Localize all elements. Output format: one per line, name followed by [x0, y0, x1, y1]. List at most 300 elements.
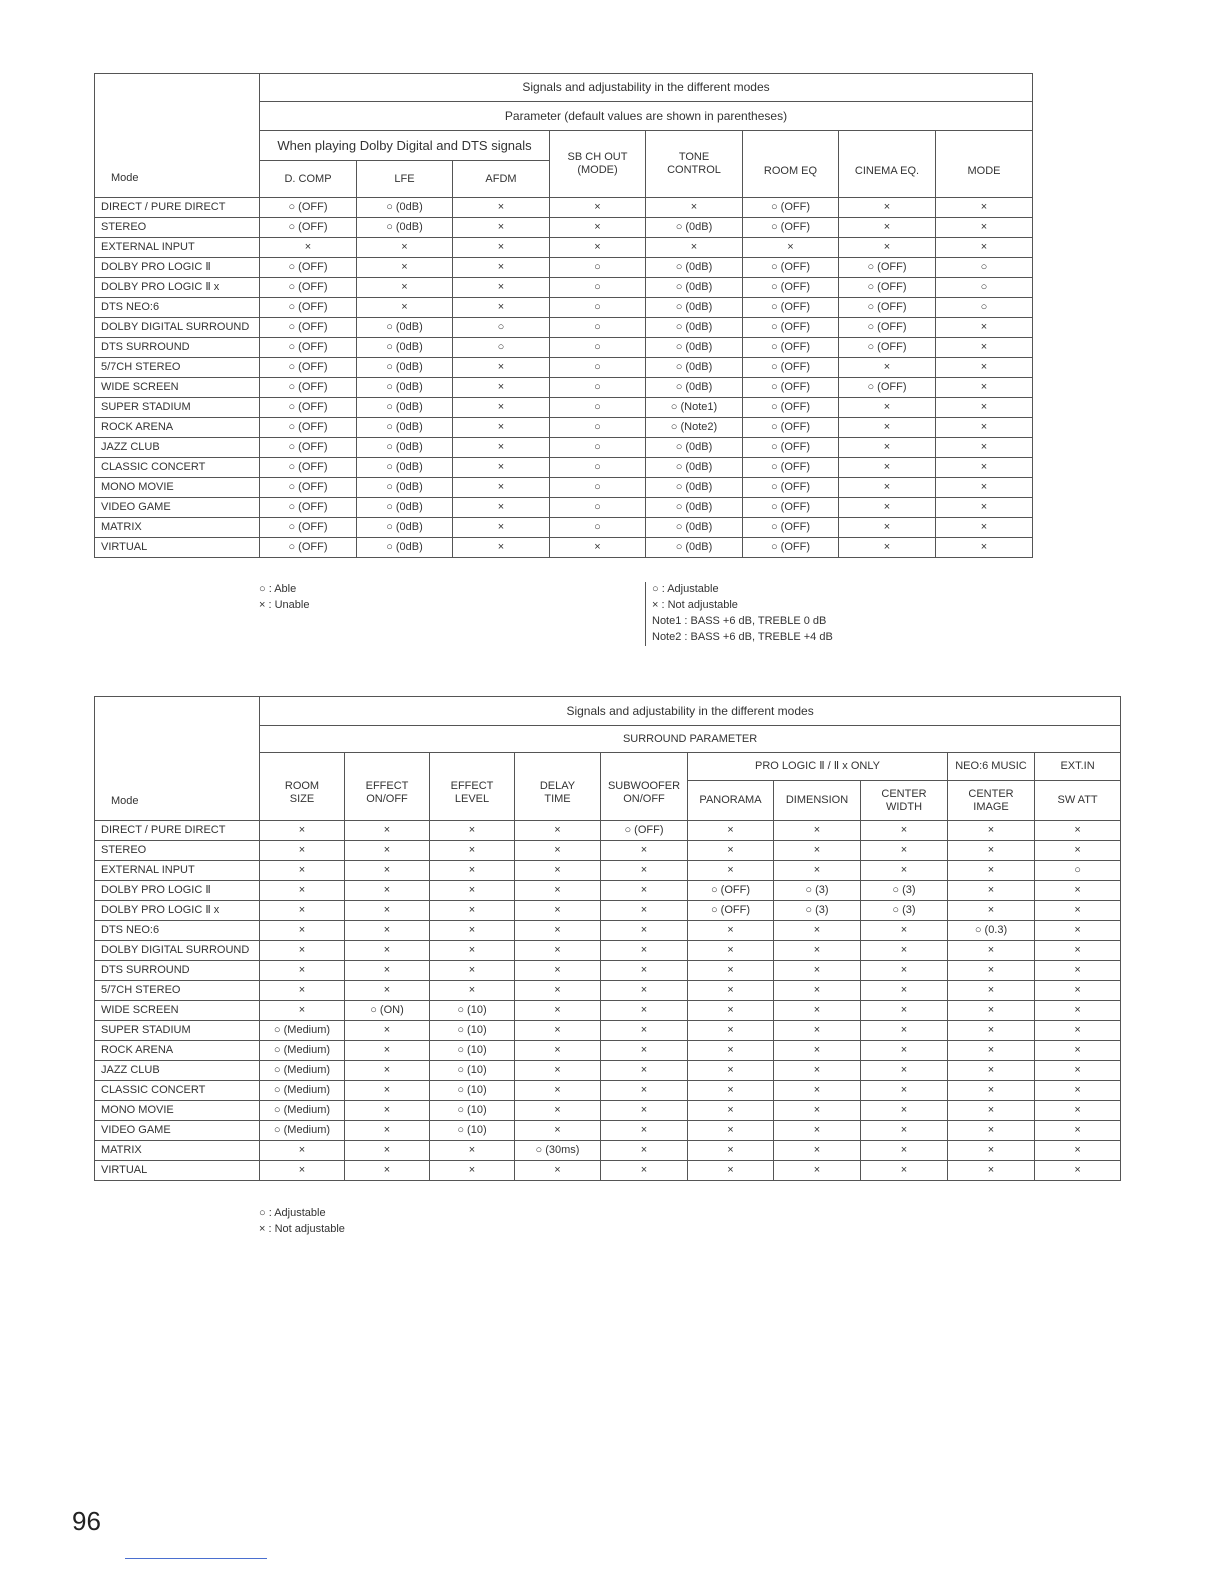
value-cell: × — [861, 841, 948, 861]
table-row — [95, 921, 1121, 941]
value-cell: ○ (OFF) — [260, 458, 357, 478]
mode-name-cell: CLASSIC CONCERT — [95, 458, 260, 478]
value-cell: ○ (0.3) — [948, 921, 1035, 941]
value-cell: × — [1035, 941, 1121, 961]
column-header: CENTER WIDTH — [861, 781, 948, 821]
value-cell: ○ (0dB) — [646, 218, 743, 238]
legend-divider — [645, 582, 646, 646]
page-number: 96 — [72, 1506, 101, 1536]
value-cell: ○ (OFF) — [743, 378, 839, 398]
value-cell: ○ (0dB) — [357, 378, 453, 398]
value-cell: ○ (0dB) — [357, 198, 453, 218]
value-cell: × — [774, 1121, 861, 1141]
value-cell: × — [774, 841, 861, 861]
value-cell: × — [601, 901, 688, 921]
value-cell: × — [948, 941, 1035, 961]
value-cell: × — [260, 1001, 345, 1021]
table-row — [95, 538, 1033, 558]
table-row — [95, 338, 1033, 358]
value-cell: × — [260, 881, 345, 901]
value-cell: × — [936, 218, 1033, 238]
mode-name-cell: STEREO — [95, 218, 260, 238]
value-cell: × — [743, 238, 839, 258]
value-cell: ○ (OFF) — [601, 821, 688, 841]
value-cell: × — [839, 358, 936, 378]
value-cell: × — [345, 981, 430, 1001]
value-cell: ○ (OFF) — [260, 398, 357, 418]
mode-name-cell: MATRIX — [95, 518, 260, 538]
value-cell: ○ (Medium) — [260, 1041, 345, 1061]
value-cell: × — [601, 881, 688, 901]
value-cell: ○ (3) — [774, 881, 861, 901]
value-cell: × — [948, 881, 1035, 901]
value-cell: ○ (0dB) — [357, 518, 453, 538]
value-cell: × — [345, 1061, 430, 1081]
value-cell: × — [861, 821, 948, 841]
value-cell: ○ (Note1) — [646, 398, 743, 418]
value-cell: × — [688, 1161, 774, 1181]
value-cell: × — [601, 1101, 688, 1121]
value-cell: × — [430, 821, 515, 841]
value-cell: ○ (0dB) — [357, 438, 453, 458]
value-cell: × — [948, 841, 1035, 861]
value-cell: × — [948, 1021, 1035, 1041]
value-cell: ○ (10) — [430, 1001, 515, 1021]
value-cell: × — [550, 218, 646, 238]
value-cell: × — [453, 298, 550, 318]
value-cell: × — [774, 1081, 861, 1101]
value-cell: ○ (OFF) — [743, 338, 839, 358]
table-row — [95, 1141, 1121, 1161]
value-cell: ○ (0dB) — [646, 358, 743, 378]
table-row — [95, 841, 1121, 861]
value-cell: ○ (OFF) — [743, 398, 839, 418]
value-cell: ○ (Medium) — [260, 1121, 345, 1141]
legend-item: ○ : Adjustable — [652, 583, 719, 595]
value-cell: × — [601, 1041, 688, 1061]
value-cell: × — [453, 458, 550, 478]
value-cell: ○ (0dB) — [357, 398, 453, 418]
table-row — [95, 1161, 1121, 1181]
value-cell: ○ (Medium) — [260, 1081, 345, 1101]
mode-name-cell: VIRTUAL — [95, 538, 260, 558]
value-cell: ○ (OFF) — [260, 338, 357, 358]
value-cell: ○ — [550, 278, 646, 298]
mode-name-cell: ROCK ARENA — [95, 1041, 260, 1061]
value-cell: × — [601, 841, 688, 861]
value-cell: × — [861, 1061, 948, 1081]
table-row — [95, 1121, 1121, 1141]
value-cell: × — [601, 1161, 688, 1181]
mode-name-cell: 5/7CH STEREO — [95, 981, 260, 1001]
value-cell: ○ (0dB) — [646, 318, 743, 338]
table-row — [95, 1001, 1121, 1021]
column-header: AFDM — [453, 161, 550, 198]
value-cell: × — [601, 1021, 688, 1041]
value-cell: × — [357, 298, 453, 318]
value-cell: × — [430, 881, 515, 901]
column-header: MODE — [936, 131, 1033, 198]
value-cell: × — [839, 538, 936, 558]
value-cell: ○ (0dB) — [646, 498, 743, 518]
table-title: Signals and adjustability in the different modes — [260, 74, 1033, 102]
value-cell: × — [1035, 1161, 1121, 1181]
value-cell: ○ — [550, 458, 646, 478]
value-cell: × — [453, 478, 550, 498]
table-row — [95, 358, 1033, 378]
value-cell: × — [345, 961, 430, 981]
value-cell: × — [688, 1041, 774, 1061]
table-row — [95, 398, 1033, 418]
legend-able — [259, 581, 309, 613]
value-cell: ○ (Note2) — [646, 418, 743, 438]
mode-column-header: Mode — [95, 74, 260, 198]
mode-name-cell: MONO MOVIE — [95, 1101, 260, 1121]
value-cell: × — [774, 981, 861, 1001]
value-cell: × — [936, 458, 1033, 478]
value-cell: ○ (10) — [430, 1021, 515, 1041]
value-cell: ○ (OFF) — [743, 458, 839, 478]
value-cell: × — [1035, 901, 1121, 921]
value-cell: × — [936, 238, 1033, 258]
column-header: SB CH OUT (MODE) — [550, 131, 646, 198]
value-cell: ○ — [550, 358, 646, 378]
value-cell: × — [948, 981, 1035, 1001]
value-cell: × — [936, 198, 1033, 218]
value-cell: × — [345, 1161, 430, 1181]
value-cell: × — [1035, 981, 1121, 1001]
value-cell: × — [345, 1081, 430, 1101]
value-cell: ○ (OFF) — [260, 478, 357, 498]
column-header: DIMENSION — [774, 781, 861, 821]
value-cell: ○ (0dB) — [646, 298, 743, 318]
value-cell: × — [861, 1121, 948, 1141]
value-cell: ○ — [453, 338, 550, 358]
value-cell: ○ (OFF) — [743, 198, 839, 218]
value-cell: × — [839, 438, 936, 458]
value-cell: ○ (OFF) — [839, 318, 936, 338]
value-cell: × — [688, 1021, 774, 1041]
table-row — [95, 198, 1033, 218]
surround-parameter-table — [94, 696, 1121, 1181]
value-cell: ○ (0dB) — [357, 418, 453, 438]
legend-adjustable — [652, 581, 833, 645]
value-cell: × — [948, 1081, 1035, 1101]
legend-item: × : Not adjustable — [259, 1223, 345, 1235]
value-cell: × — [357, 278, 453, 298]
table-row — [95, 298, 1033, 318]
value-cell: × — [601, 921, 688, 941]
value-cell: × — [936, 338, 1033, 358]
value-cell: × — [1035, 961, 1121, 981]
value-cell: ○ (OFF) — [260, 218, 357, 238]
value-cell: × — [453, 278, 550, 298]
value-cell: ○ (OFF) — [260, 518, 357, 538]
value-cell: × — [774, 1141, 861, 1161]
table-row — [95, 1101, 1121, 1121]
value-cell: × — [936, 478, 1033, 498]
table-row — [95, 1021, 1121, 1041]
value-cell: × — [948, 1121, 1035, 1141]
value-cell: × — [688, 1121, 774, 1141]
value-cell: × — [948, 961, 1035, 981]
footer-rule — [125, 1558, 267, 1559]
value-cell: ○ — [1035, 861, 1121, 881]
value-cell: × — [357, 238, 453, 258]
value-cell: ○ (3) — [774, 901, 861, 921]
table-row — [95, 981, 1121, 1001]
value-cell: ○ (0dB) — [646, 518, 743, 538]
value-cell: ○ (0dB) — [646, 278, 743, 298]
value-cell: × — [601, 861, 688, 881]
value-cell: × — [839, 518, 936, 538]
mode-name-cell: DOLBY PRO LOGIC Ⅱ — [95, 881, 260, 901]
value-cell: × — [688, 1001, 774, 1021]
column-header: PANORAMA — [688, 781, 774, 821]
value-cell: × — [453, 418, 550, 438]
value-cell: ○ (ON) — [345, 1001, 430, 1021]
column-header: EFFECT LEVEL — [430, 753, 515, 821]
value-cell: × — [839, 398, 936, 418]
value-cell: × — [260, 861, 345, 881]
mode-name-cell: DTS SURROUND — [95, 338, 260, 358]
value-cell: ○ (0dB) — [357, 218, 453, 238]
value-cell: × — [861, 861, 948, 881]
value-cell: × — [936, 378, 1033, 398]
value-cell: × — [515, 1001, 601, 1021]
value-cell: × — [345, 881, 430, 901]
value-cell: × — [453, 398, 550, 418]
value-cell: × — [515, 1041, 601, 1061]
value-cell: × — [515, 1021, 601, 1041]
value-cell: ○ (Medium) — [260, 1061, 345, 1081]
mode-name-cell: DOLBY DIGITAL SURROUND — [95, 941, 260, 961]
dolby-dts-group-header: When playing Dolby Digital and DTS signals — [260, 131, 550, 161]
value-cell: × — [453, 238, 550, 258]
table-row — [95, 218, 1033, 238]
value-cell: × — [515, 861, 601, 881]
value-cell: × — [948, 1001, 1035, 1021]
table-row — [95, 941, 1121, 961]
mode-name-cell: MONO MOVIE — [95, 478, 260, 498]
value-cell: × — [601, 1061, 688, 1081]
value-cell: × — [1035, 1081, 1121, 1101]
value-cell: × — [453, 498, 550, 518]
value-cell: ○ (OFF) — [743, 358, 839, 378]
value-cell: ○ (0dB) — [357, 498, 453, 518]
value-cell: × — [453, 218, 550, 238]
value-cell: × — [936, 318, 1033, 338]
value-cell: ○ (OFF) — [743, 498, 839, 518]
value-cell: ○ (OFF) — [260, 258, 357, 278]
value-cell: × — [774, 1161, 861, 1181]
value-cell: × — [839, 418, 936, 438]
legend-note: Note1 : BASS +6 dB, TREBLE 0 dB — [652, 615, 827, 627]
value-cell: ○ (0dB) — [646, 378, 743, 398]
mode-name-cell: MATRIX — [95, 1141, 260, 1161]
mode-name-cell: VIDEO GAME — [95, 498, 260, 518]
value-cell: × — [345, 1021, 430, 1041]
value-cell: × — [861, 1101, 948, 1121]
legend-surround — [259, 1205, 345, 1237]
column-header: SW ATT — [1035, 781, 1121, 821]
value-cell: × — [1035, 881, 1121, 901]
value-cell: ○ — [550, 378, 646, 398]
value-cell: ○ (0dB) — [646, 338, 743, 358]
mode-column-header: Mode — [95, 697, 260, 821]
value-cell: × — [601, 961, 688, 981]
table-title: Signals and adjustability in the different modes — [260, 697, 1121, 726]
value-cell: × — [345, 841, 430, 861]
table-row — [95, 1081, 1121, 1101]
value-cell: × — [839, 478, 936, 498]
value-cell: × — [688, 961, 774, 981]
table-row — [95, 961, 1121, 981]
table-row — [95, 478, 1033, 498]
value-cell: ○ (0dB) — [357, 358, 453, 378]
value-cell: × — [839, 218, 936, 238]
table-row — [95, 821, 1121, 841]
value-cell: × — [345, 1101, 430, 1121]
value-cell: ○ — [550, 318, 646, 338]
value-cell: × — [1035, 1121, 1121, 1141]
value-cell: × — [948, 1101, 1035, 1121]
mode-name-cell: DOLBY PRO LOGIC Ⅱ x — [95, 278, 260, 298]
value-cell: ○ — [550, 338, 646, 358]
mode-name-cell: STEREO — [95, 841, 260, 861]
value-cell: × — [646, 238, 743, 258]
value-cell: ○ (3) — [861, 881, 948, 901]
value-cell: × — [260, 1161, 345, 1181]
value-cell: ○ — [550, 478, 646, 498]
value-cell: × — [936, 358, 1033, 378]
value-cell: × — [601, 1001, 688, 1021]
table-row — [95, 498, 1033, 518]
mode-name-cell: VIRTUAL — [95, 1161, 260, 1181]
value-cell: × — [430, 961, 515, 981]
mode-name-cell: VIDEO GAME — [95, 1121, 260, 1141]
value-cell: ○ (OFF) — [260, 438, 357, 458]
mode-name-cell: DOLBY PRO LOGIC Ⅱ x — [95, 901, 260, 921]
mode-name-cell: JAZZ CLUB — [95, 1061, 260, 1081]
value-cell: × — [550, 538, 646, 558]
value-cell: ○ — [550, 418, 646, 438]
value-cell: × — [936, 418, 1033, 438]
value-cell: × — [345, 1121, 430, 1141]
table-row — [95, 238, 1033, 258]
legend-item: × : Not adjustable — [652, 599, 738, 611]
value-cell: × — [345, 901, 430, 921]
value-cell: × — [1035, 921, 1121, 941]
value-cell: × — [688, 861, 774, 881]
value-cell: ○ — [453, 318, 550, 338]
value-cell: ○ — [550, 498, 646, 518]
value-cell: × — [515, 1061, 601, 1081]
value-cell: ○ (OFF) — [260, 278, 357, 298]
value-cell: × — [453, 438, 550, 458]
value-cell: ○ (0dB) — [357, 538, 453, 558]
value-cell: × — [861, 941, 948, 961]
legend-note: Note2 : BASS +6 dB, TREBLE +4 dB — [652, 631, 833, 643]
value-cell: × — [1035, 1101, 1121, 1121]
value-cell: ○ (OFF) — [743, 278, 839, 298]
table-row — [95, 1041, 1121, 1061]
mode-name-cell: JAZZ CLUB — [95, 438, 260, 458]
value-cell: × — [861, 1021, 948, 1041]
value-cell: × — [948, 1161, 1035, 1181]
value-cell: ○ (0dB) — [646, 258, 743, 278]
value-cell: × — [839, 458, 936, 478]
value-cell: × — [515, 1121, 601, 1141]
value-cell: × — [345, 861, 430, 881]
value-cell: × — [1035, 821, 1121, 841]
value-cell: ○ — [550, 298, 646, 318]
value-cell: ○ (OFF) — [839, 278, 936, 298]
value-cell: × — [260, 901, 345, 921]
column-header: ROOM EQ — [743, 131, 839, 198]
column-header: TONE CONTROL — [646, 131, 743, 198]
value-cell: × — [948, 1061, 1035, 1081]
value-cell: ○ (0dB) — [646, 458, 743, 478]
value-cell: × — [430, 861, 515, 881]
table-row — [95, 418, 1033, 438]
value-cell: × — [688, 941, 774, 961]
value-cell: ○ (3) — [861, 901, 948, 921]
legend-item: ○ : Able — [259, 583, 297, 595]
value-cell: × — [453, 358, 550, 378]
value-cell: × — [948, 1141, 1035, 1161]
mode-parameter-table — [94, 73, 1033, 558]
value-cell: × — [1035, 1141, 1121, 1161]
value-cell: × — [948, 901, 1035, 921]
value-cell: × — [688, 1141, 774, 1161]
value-cell: ○ (OFF) — [260, 318, 357, 338]
value-cell: ○ (OFF) — [743, 518, 839, 538]
value-cell: ○ (OFF) — [260, 538, 357, 558]
value-cell: × — [601, 1081, 688, 1101]
value-cell: × — [936, 398, 1033, 418]
value-cell: ○ (0dB) — [357, 318, 453, 338]
value-cell: ○ — [550, 258, 646, 278]
value-cell: ○ (OFF) — [260, 418, 357, 438]
value-cell: × — [430, 941, 515, 961]
value-cell: × — [345, 941, 430, 961]
value-cell: × — [430, 901, 515, 921]
value-cell: × — [260, 821, 345, 841]
value-cell: × — [601, 1141, 688, 1161]
mode-name-cell: DIRECT / PURE DIRECT — [95, 821, 260, 841]
column-header: SUBWOOFER ON/OFF — [601, 753, 688, 821]
column-header: EFFECT ON/OFF — [345, 753, 430, 821]
pro-logic-group-header: PRO LOGIC Ⅱ / Ⅱ x ONLY — [688, 753, 948, 781]
value-cell: × — [861, 981, 948, 1001]
value-cell: ○ (10) — [430, 1041, 515, 1061]
table-row — [95, 318, 1033, 338]
value-cell: × — [515, 901, 601, 921]
value-cell: × — [774, 1061, 861, 1081]
value-cell: × — [861, 1081, 948, 1101]
value-cell: × — [345, 1041, 430, 1061]
value-cell: ○ (OFF) — [743, 418, 839, 438]
value-cell: ○ (10) — [430, 1121, 515, 1141]
value-cell: × — [260, 941, 345, 961]
mode-name-cell: ROCK ARENA — [95, 418, 260, 438]
value-cell: × — [550, 238, 646, 258]
value-cell: × — [453, 538, 550, 558]
value-cell: ○ (OFF) — [260, 298, 357, 318]
value-cell: × — [774, 1041, 861, 1061]
value-cell: × — [774, 941, 861, 961]
